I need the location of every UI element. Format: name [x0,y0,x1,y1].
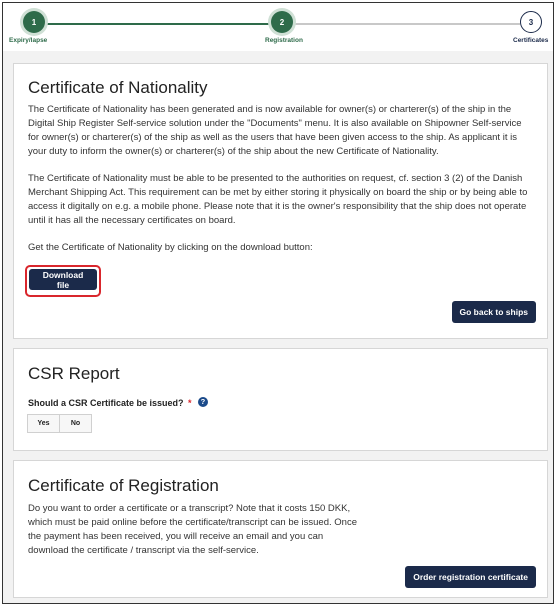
download-file-button[interactable]: Download file [29,269,97,290]
nationality-paragraph-1: The Certificate of Nationality has been generated and is now available for owner(s) or charterer(s) of the ship in the Digital Ship Register Self-service solution under the "Documents" menu. It is also available on Shipowner Self-service for owner(s) or charterer(s) of the ship as well as the users that have been given access to the ship. As applicant it is your duty to inform the owner(s) or charterer(s) of the ship about the new Certificate of Nationality. [28,104,522,157]
csr-yes-no-toggle [27,414,92,433]
help-icon[interactable]: ? [198,397,208,407]
order-registration-certificate-button[interactable]: Order registration certificate [405,566,536,588]
registration-paragraph: Do you want to order a certificate or a transcript? Note that it costs 150 DKK, which must be paid online before the certificate/transcript can be issued. Once the payment has been received, you will receive an email and you can download the certificate / transcript via the self-service. [28,503,357,556]
nationality-paragraph-3: Get the Certificate of Nationality by clicking on the download button: [28,242,313,253]
step-3-label: Certificates [513,37,549,44]
csr-question-row [28,393,533,411]
step-connector-2 [292,23,520,25]
step-1-number: 1 [31,17,37,27]
nationality-card [13,63,548,339]
step-3-number: 3 [528,17,534,27]
progress-stepper [3,3,553,51]
step-2-label: Registration [265,37,303,44]
step-2-circle[interactable] [271,11,293,33]
step-connector-1 [39,23,272,25]
csr-title: CSR Report [28,364,120,383]
go-back-to-ships-button[interactable]: Go back to ships [452,301,537,323]
step-1-circle[interactable] [23,11,45,33]
download-focus-ring [25,265,101,297]
registration-title: Certificate of Registration [28,476,219,495]
csr-no-option[interactable]: No [59,415,91,432]
required-marker: * [187,398,192,408]
registration-card [13,460,548,598]
step-2-number: 2 [279,17,285,27]
page-frame [2,2,554,604]
csr-card [13,348,548,451]
step-1-label: Expiry/lapse [9,37,48,44]
step-3-circle[interactable] [520,11,542,33]
nationality-title: Certificate of Nationality [28,78,208,97]
csr-question-label: Should a CSR Certificate be issued? [28,398,184,408]
csr-yes-option[interactable]: Yes [28,415,59,432]
nationality-paragraph-2: The Certificate of Nationality must be able to be presented to the authorities on request, cf. section 3 (2) of the Danish Merchant Shipping Act. This requirement can be met by either storing it physically on board the ship or by being able to access it digitally on e.g. a mobile phone. Please note that it is the owner's responsibility that the ship does not operate until it has all the necessary certificates on board. [28,173,528,226]
